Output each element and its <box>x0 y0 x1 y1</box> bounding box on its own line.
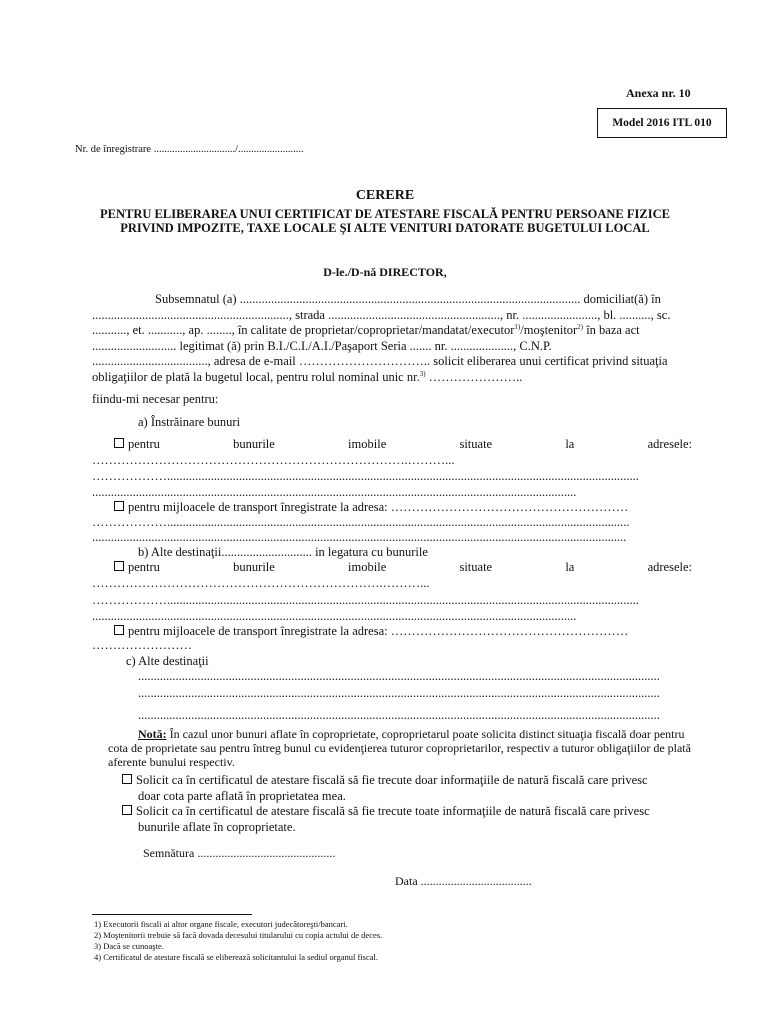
note-line2: cota de proprietate sau pentru întreg bunul cu evidenţierea tuturor coproprietarilor, respectiv a tuturor obligaţiilor de plată <box>108 741 691 755</box>
section-b-imobile-row[interactable]: pentru bunurile imobile situate la adresele: <box>114 560 692 575</box>
anexa-label: Anexa nr. 10 <box>626 86 691 100</box>
section-b-transport-line1[interactable]: …………………… <box>92 638 192 652</box>
section-b-heading[interactable]: b) Alte destinaţii............................. in legatura cu bunurile <box>138 545 428 559</box>
intro-line-1[interactable]: Subsemnatul (a) ............................................................................................................. domiciliat(ă) în <box>155 292 661 306</box>
intro-line-7: fiindu-mi necesar pentru: <box>92 392 219 406</box>
document-subtitle-line1: PENTRU ELIBERAREA UNUI CERTIFICAT DE ATESTARE FISCALĂ PENTRU PERSOANE FIZICE <box>100 207 670 221</box>
section-a-imobile-row[interactable]: pentru bunurile imobile situate la adresele: <box>114 437 692 452</box>
intro-line-3[interactable]: ..........., et. ..........., ap. ........, în calitate de proprietar/coproprietar/mandatat/executor$^{1)}$/moştenitor$^{2)}$ în baza act <box>92 323 640 338</box>
option-cota-parte[interactable]: Solicit ca în certificatul de atestare fiscală să fie trecute doar informaţiile de natură fiscală care privesc <box>122 773 648 788</box>
checkbox-icon[interactable] <box>114 438 124 448</box>
section-b-imobile-line1[interactable]: …………………………………………………………….………... <box>92 576 430 590</box>
intro-line-6[interactable]: obligaţiilor de plată la bugetul local, pentru rolul nominal unic nr.$^{3)}$ ………………….. <box>92 370 523 385</box>
section-c-line2[interactable]: ....................................................................................................................................................................... <box>138 686 660 700</box>
intro-line-5[interactable]: ....................................., adresa de e-mail ………………………….. solicit eliberarea unui certificat privind situaţia <box>92 354 668 368</box>
section-a-transport-row[interactable]: pentru mijloacele de transport înregistrate la adresa: ………………………………………………… <box>114 500 628 515</box>
model-code-box: Model 2016 ITL 010 <box>597 108 727 138</box>
section-b-imobile-line2[interactable]: ………………....................................................................................................................................................... <box>92 593 639 607</box>
section-a-heading: a) Înstrăinare bunuri <box>138 415 241 429</box>
footnote-4: 4) Certificatul de atestare fiscală se eliberează solicitantului la sediul organul fiscal. <box>94 952 379 962</box>
note-line1: Notă: În cazul unor bunuri aflate în coproprietate, coproprietarul poate solicita distinct situaţia fiscală doar pentru <box>138 727 685 741</box>
footnote-3: 3) Dacă se cunoaşte. <box>94 941 164 951</box>
footnote-divider <box>92 914 252 915</box>
option-cota-parte-line2: doar cota parte aflată în proprietatea mea. <box>138 789 346 803</box>
footnote-1: 1) Executorii fiscali ai altor organe fiscale, executori judecătoreşti/bancari. <box>94 919 348 929</box>
section-c-line1[interactable]: ....................................................................................................................................................................... <box>138 669 660 683</box>
checkbox-icon[interactable] <box>122 774 132 784</box>
date-field[interactable]: Data ..................................... <box>395 874 532 888</box>
section-a-imobile-line2[interactable]: ………………....................................................................................................................................................... <box>92 469 639 483</box>
section-a-transport-line1[interactable]: ……………….................................................................................................................................................... <box>92 515 630 529</box>
note-line3: aferente bunului respectiv. <box>108 755 235 769</box>
intro-line-4[interactable]: ........................... legitimat (ă) prin B.I./C.I./A.I./Paşaport Seria ....... nr. ...................., C.N.P. <box>92 339 552 353</box>
section-b-imobile-line3[interactable]: ........................................................................................................................................................... <box>92 609 577 623</box>
section-a-imobile-line3[interactable]: ........................................................................................................................................................... <box>92 485 577 499</box>
option-coproprietate[interactable]: Solicit ca în certificatul de atestare fiscală să fie trecute toate informaţiile de natură fiscală care privesc <box>122 804 650 819</box>
checkbox-icon[interactable] <box>114 561 124 571</box>
salutation: D-le./D-nă DIRECTOR, <box>323 265 447 279</box>
signature-field[interactable]: Semnătura .............................................. <box>143 846 336 860</box>
registration-number[interactable]: Nr. de înregistrare .............................../......................... <box>75 144 304 155</box>
checkbox-icon[interactable] <box>122 805 132 815</box>
document-title: CERERE <box>355 188 415 203</box>
section-a-transport-line2[interactable]: ........................................................................................................................................................................... <box>92 530 627 544</box>
section-a-imobile-line1[interactable]: ………………………………………………………………….………... <box>92 453 455 467</box>
checkbox-icon[interactable] <box>114 625 124 635</box>
checkbox-icon[interactable] <box>114 501 124 511</box>
option-coproprietate-line2: bunurile aflate în coproprietate. <box>138 820 296 834</box>
section-b-transport-row[interactable]: pentru mijloacele de transport înregistrate la adresa: ………………………………………………… <box>114 624 628 639</box>
footnote-2: 2) Moştenitorii trebuie să facă dovada decesului titularului cu copia actului de deces. <box>94 930 383 940</box>
document-subtitle-line2: PRIVIND IMPOZITE, TAXE LOCALE ŞI ALTE VENITURI DATORATE BUGETULUI LOCAL <box>120 221 650 235</box>
section-c-line3[interactable]: ....................................................................................................................................................................... <box>138 708 660 722</box>
section-c-heading: c) Alte destinaţii <box>126 654 209 668</box>
intro-line-2[interactable]: ..............................................................., strada ......................................................., nr. ........................, bl. .........., sc. <box>92 308 671 322</box>
